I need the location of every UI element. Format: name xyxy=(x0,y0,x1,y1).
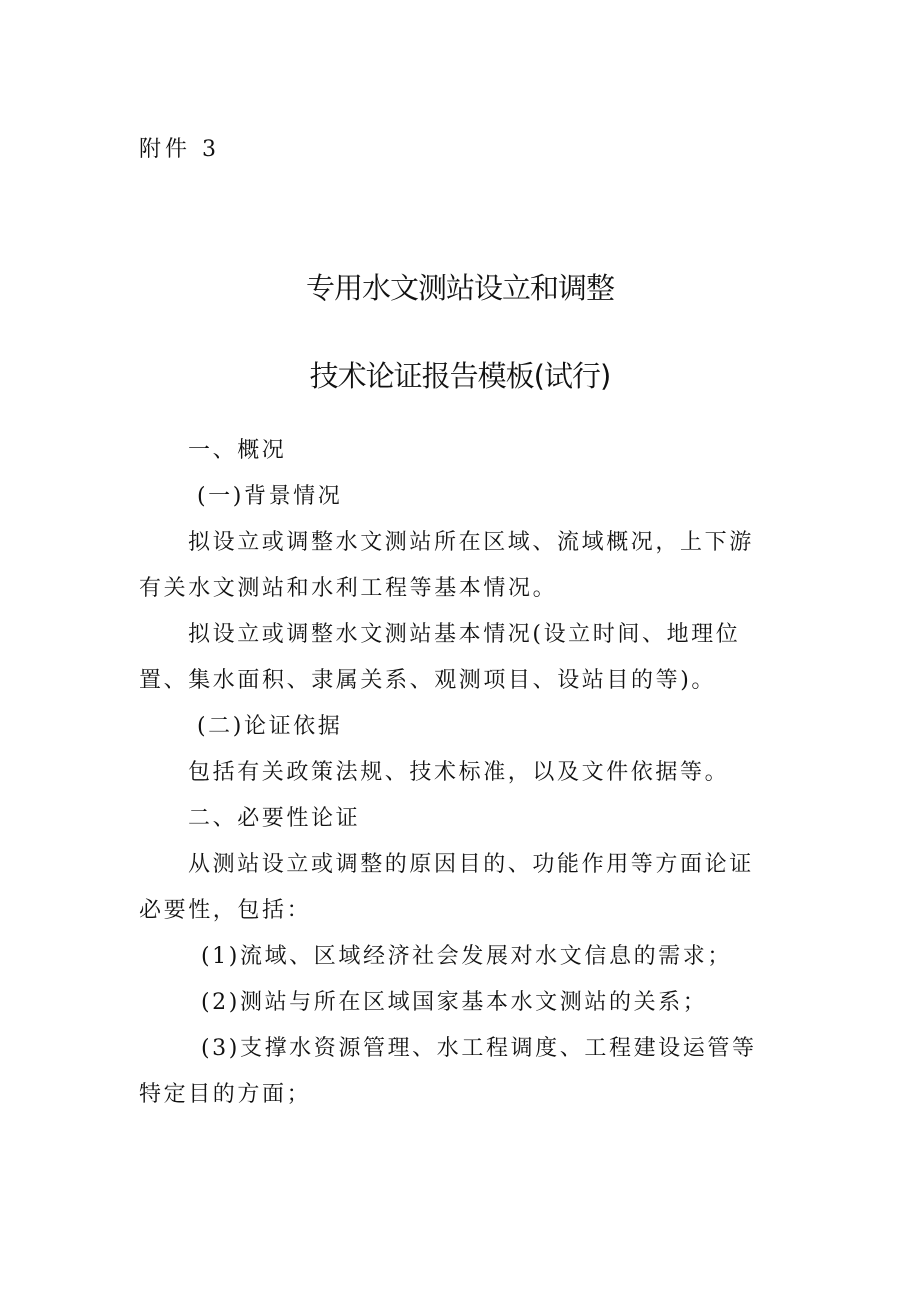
list-item: (3)支撑水资源管理、水工程调度、工程建设运管等特定目的方面； xyxy=(139,1036,757,1107)
paragraph-necessity: 从测站设立或调整的原因目的、功能作用等方面论证必要性，包括： xyxy=(139,852,754,923)
attachment-label: 附件 3 xyxy=(139,137,220,162)
paragraph-background-region: 拟设立或调整水文测站所在区域、流域概况，上下游有关水文测站和水利工程等基本情况。 xyxy=(139,530,754,601)
subsection-heading-basis: (二)论证依据 xyxy=(197,714,343,739)
list-item: (1)流域、区域经济社会发展对水文信息的需求； xyxy=(201,944,732,969)
list-item: (2)测站与所在区域国家基本水文测站的关系； xyxy=(201,990,708,1015)
subsection-heading-background: (一)背景情况 xyxy=(197,484,343,509)
paragraph-background-station: 拟设立或调整水文测站基本情况(设立时间、地理位置、集水面积、隶属关系、观测项目、设站目的等)。 xyxy=(139,622,741,693)
document-title-line-1: 专用水文测站设立和调整 xyxy=(305,271,614,305)
section-heading-necessity: 二、必要性论证 xyxy=(188,806,361,831)
document-body xyxy=(139,428,759,1118)
paragraph-basis: 包括有关政策法规、技术标准，以及文件依据等。 xyxy=(188,760,730,785)
document-title-line-2: 技术论证报告模板(试行) xyxy=(309,359,611,393)
section-heading-overview: 一、概况 xyxy=(188,438,287,463)
